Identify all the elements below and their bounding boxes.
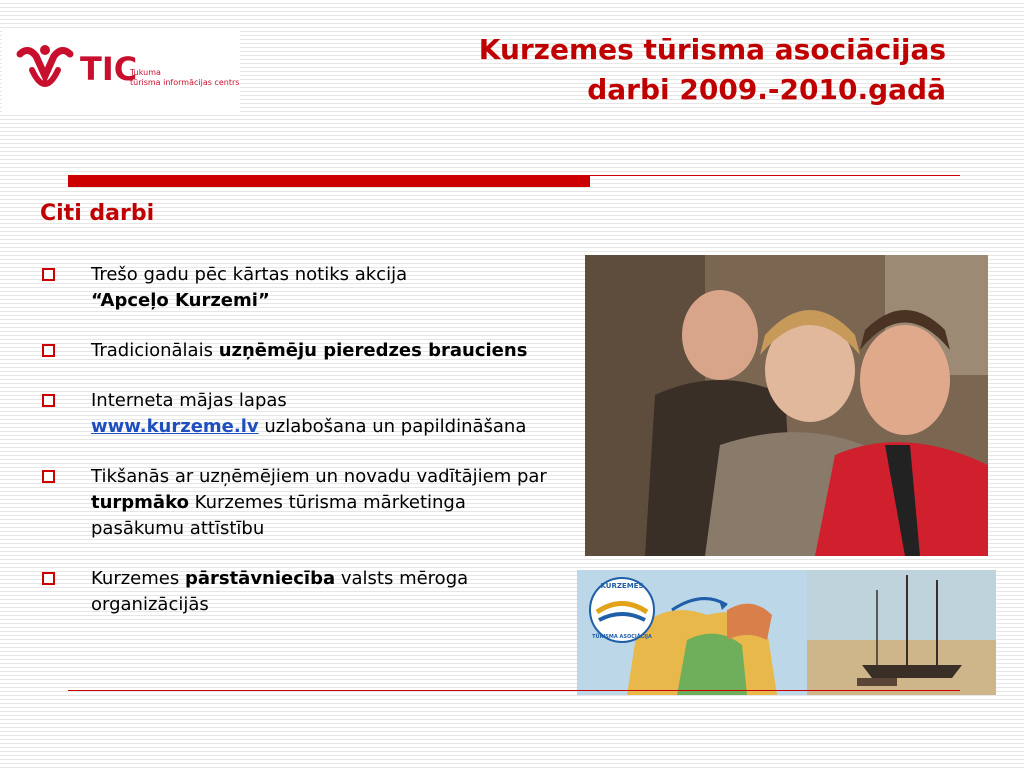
- bullet-item: [40, 566, 560, 618]
- header-rule-thin: [590, 175, 960, 176]
- emblem-top-text: KURZEMES: [600, 582, 644, 590]
- logo-subtitle-line1: Tukuma: [130, 68, 161, 77]
- logo-subtitle-line2: tūrisma informācijas centrs: [130, 78, 240, 87]
- bullet-list: [40, 262, 560, 642]
- footer-rule: [68, 690, 960, 691]
- square-bullet-icon: [42, 572, 55, 585]
- square-bullet-icon: [42, 394, 55, 407]
- tic-logo: [2, 28, 240, 112]
- bullet-text: Interneta mājas lapas: [91, 390, 287, 411]
- tic-heart-figure-icon: [10, 40, 80, 100]
- bullet-text: Trešo gadu pēc kārtas notiks akcija: [91, 264, 408, 285]
- bullet-text: uzlabošana un papildināšana: [258, 416, 527, 437]
- bullet-bold-text: “Apceļo Kurzemi”: [91, 290, 270, 311]
- bullet-bold-text: turpmāko: [91, 492, 189, 513]
- map-collage-illustration: [577, 570, 996, 695]
- people-photo: [585, 255, 988, 556]
- bullet-item: [40, 262, 560, 314]
- bullet-text: Tikšanās ar uzņēmējiem un novadu vadītājiem par: [91, 466, 547, 487]
- slide-title: [479, 30, 946, 110]
- bullet-bold-text: uzņēmēju pieredzes brauciens: [218, 340, 528, 361]
- logo-name: TIC: [80, 50, 138, 88]
- bullet-item: [40, 388, 560, 440]
- square-bullet-icon: [42, 470, 55, 483]
- header-rule-thick: [68, 175, 590, 187]
- bullet-bold-text: pārstāvniecība: [184, 568, 336, 589]
- square-bullet-icon: [42, 268, 55, 281]
- kurzeme-website-link[interactable]: www.kurzeme.lv: [91, 416, 259, 437]
- emblem-bottom-text: TŪRISMA ASOCIĀCIJA: [592, 634, 652, 640]
- section-title: Citi darbi: [40, 201, 155, 226]
- logo-subtitle: [130, 68, 239, 88]
- kurzeme-tourism-map-image: [577, 570, 996, 695]
- slide-title-line2: darbi 2009.-2010.gadā: [587, 73, 946, 106]
- bullet-item: [40, 338, 560, 364]
- square-bullet-icon: [42, 344, 55, 357]
- bullet-text: Kurzemes: [91, 568, 185, 589]
- bullet-text: Tradicionālais: [91, 340, 219, 361]
- bullet-text: valsts mēroga organizācijās: [91, 568, 469, 615]
- bullet-text: Kurzemes tūrisma mārketinga pasākumu attīstību: [91, 492, 466, 539]
- bullet-item: [40, 464, 560, 542]
- slide-title-line1: Kurzemes tūrisma asociācijas: [478, 33, 946, 66]
- people-photo-illustration: [585, 255, 988, 556]
